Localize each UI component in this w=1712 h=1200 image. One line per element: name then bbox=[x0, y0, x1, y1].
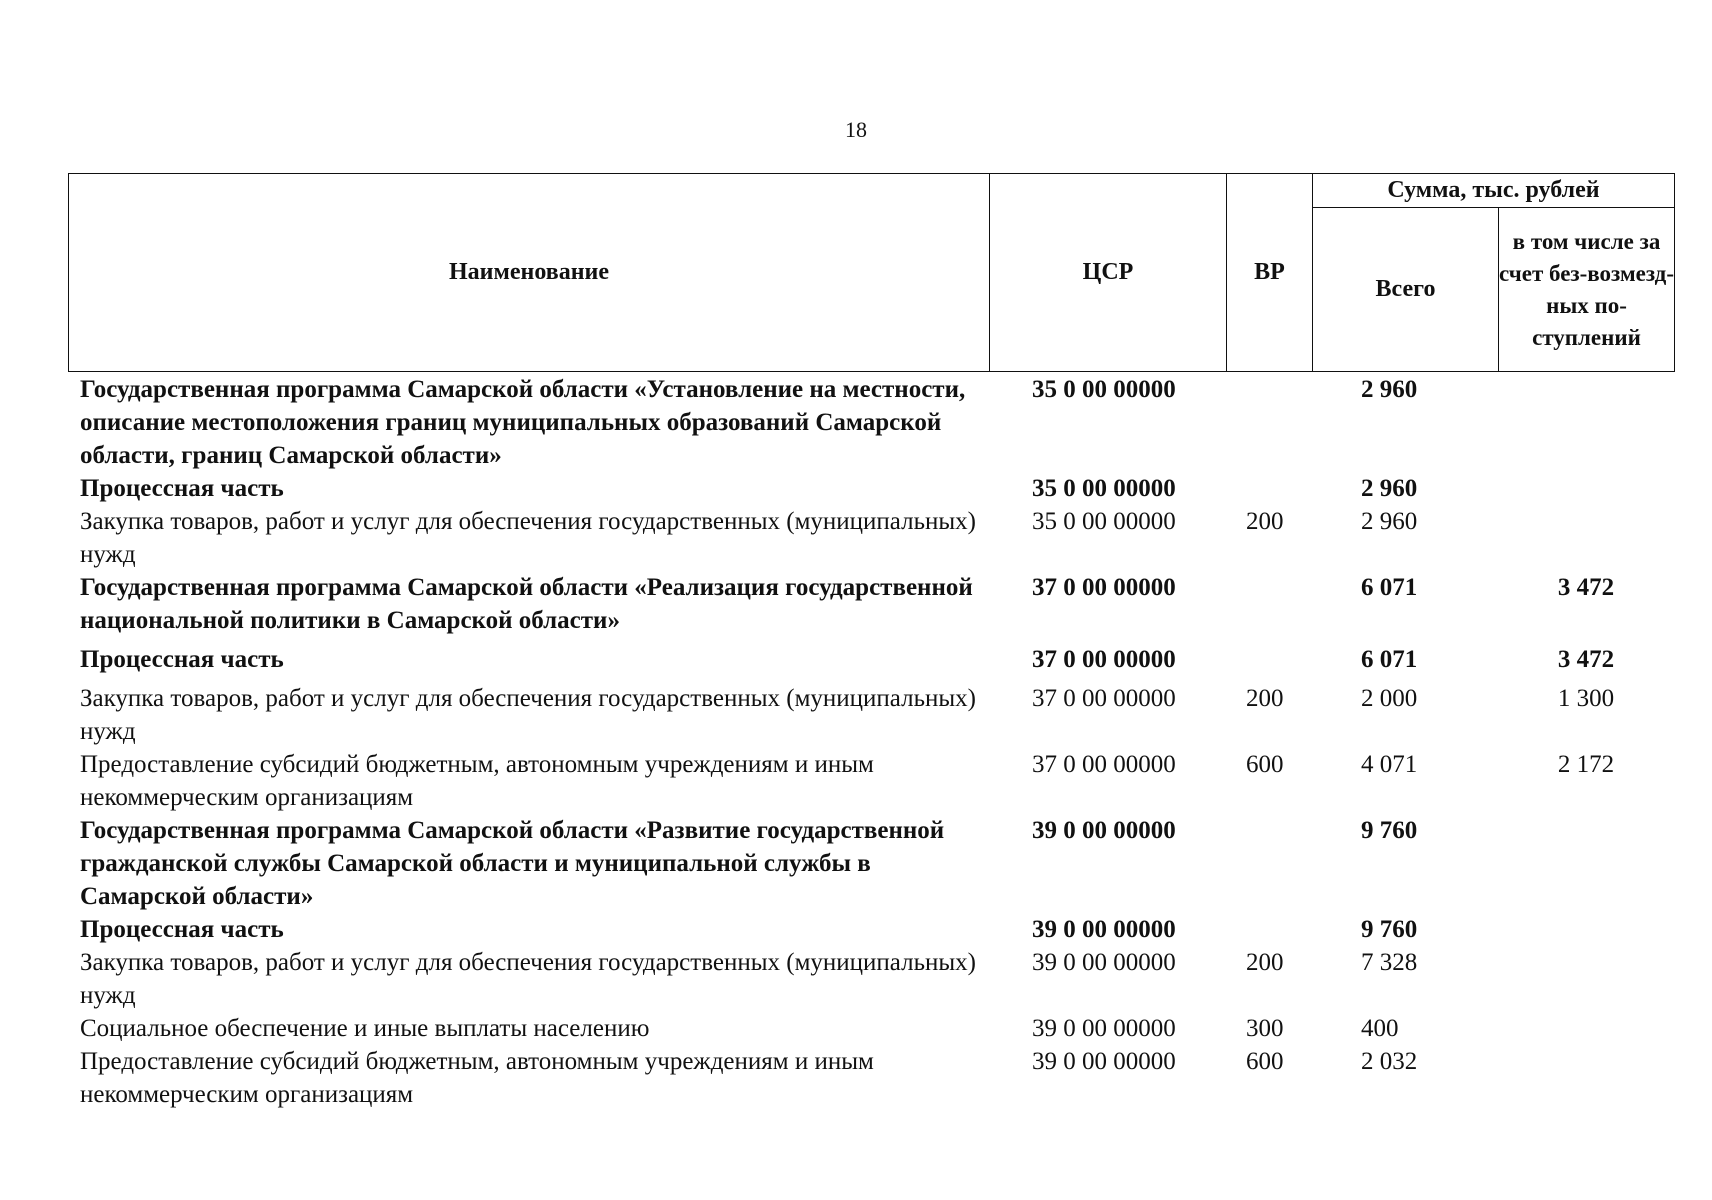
header-total: Всего bbox=[1313, 208, 1499, 372]
row-csr: 37 0 00 00000 bbox=[1032, 751, 1176, 778]
row-grants bbox=[1498, 946, 1674, 1012]
row-grants bbox=[1498, 472, 1674, 505]
row-total: 2 960 bbox=[1361, 376, 1418, 403]
row-total: 4 071 bbox=[1361, 751, 1418, 778]
row-csr: 35 0 00 00000 bbox=[1032, 376, 1176, 403]
row-total: 6 071 bbox=[1361, 574, 1418, 601]
table-row bbox=[68, 814, 1674, 913]
row-name: Процессная часть bbox=[80, 646, 284, 673]
table-row bbox=[68, 946, 1674, 1012]
row-vr bbox=[1226, 814, 1312, 913]
table-row bbox=[68, 571, 1674, 643]
row-grants bbox=[1498, 814, 1674, 913]
row-vr bbox=[1226, 913, 1312, 946]
header-sum: Сумма, тыс. рублей bbox=[1313, 174, 1675, 208]
table-row bbox=[68, 682, 1674, 748]
row-vr bbox=[1226, 643, 1312, 682]
row-csr: 35 0 00 00000 bbox=[1032, 508, 1176, 535]
row-grants: 2 172 bbox=[1557, 751, 1615, 778]
row-total: 400 bbox=[1361, 1015, 1399, 1042]
row-csr: 39 0 00 00000 bbox=[1032, 949, 1176, 976]
row-csr: 37 0 00 00000 bbox=[1032, 574, 1176, 601]
row-vr: 200 bbox=[1246, 949, 1284, 976]
row-grants: 3 472 bbox=[1557, 646, 1615, 673]
row-total: 2 960 bbox=[1361, 508, 1418, 535]
row-name: Закупка товаров, работ и услуг для обеспечения государственных (муниципальных) нужд bbox=[80, 685, 976, 745]
row-vr: 600 bbox=[1246, 1048, 1284, 1075]
row-total: 2 032 bbox=[1361, 1048, 1418, 1075]
header-csr: ЦСР bbox=[990, 174, 1227, 372]
row-grants bbox=[1498, 913, 1674, 946]
row-name: Закупка товаров, работ и услуг для обеспечения государственных (муниципальных) нужд bbox=[80, 508, 976, 568]
row-vr bbox=[1226, 571, 1312, 643]
row-vr: 200 bbox=[1246, 685, 1284, 712]
header-vr: ВР bbox=[1227, 174, 1313, 372]
row-grants: 3 472 bbox=[1557, 574, 1615, 601]
row-csr: 39 0 00 00000 bbox=[1032, 1048, 1176, 1075]
row-csr: 37 0 00 00000 bbox=[1032, 646, 1176, 673]
row-name: Процессная часть bbox=[80, 475, 284, 502]
row-vr bbox=[1226, 472, 1312, 505]
row-name: Предоставление субсидий бюджетным, автономным учреждениям и иным некоммерческим организациям bbox=[80, 1048, 874, 1108]
row-name: Государственная программа Самарской области «Развитие государственной гражданской службы Самарской области и муниципальной службы в Самарской области» bbox=[80, 817, 945, 910]
row-csr: 35 0 00 00000 bbox=[1032, 475, 1176, 502]
row-total: 2 960 bbox=[1361, 475, 1418, 502]
row-total: 9 760 bbox=[1361, 817, 1418, 844]
row-name: Предоставление субсидий бюджетным, автономным учреждениям и иным некоммерческим организациям bbox=[80, 751, 874, 811]
row-vr: 600 bbox=[1246, 751, 1284, 778]
page-number: 18 bbox=[845, 117, 867, 142]
row-csr: 39 0 00 00000 bbox=[1032, 1015, 1176, 1042]
row-vr: 200 bbox=[1246, 508, 1284, 535]
header-grants: в том числе за счет без-возмезд-ных по-ступлений bbox=[1499, 208, 1675, 372]
table-row bbox=[68, 643, 1674, 682]
row-csr: 39 0 00 00000 bbox=[1032, 817, 1176, 844]
budget-table bbox=[68, 373, 1674, 1111]
row-grants bbox=[1498, 505, 1674, 571]
table-row bbox=[68, 472, 1674, 505]
row-name: Закупка товаров, работ и услуг для обеспечения государственных (муниципальных) нужд bbox=[80, 949, 976, 1009]
table-row bbox=[68, 1012, 1674, 1045]
row-total: 2 000 bbox=[1361, 685, 1418, 712]
table-row bbox=[68, 748, 1674, 814]
row-name: Социальное обеспечение и иные выплаты населению bbox=[80, 1015, 650, 1042]
row-grants bbox=[1498, 1012, 1674, 1045]
row-grants: 1 300 bbox=[1557, 685, 1615, 712]
table-header bbox=[68, 173, 1675, 372]
row-vr: 300 bbox=[1246, 1015, 1284, 1042]
header-name: Наименование bbox=[69, 174, 990, 372]
row-vr bbox=[1226, 373, 1312, 472]
row-name: Государственная программа Самарской области «Реализация государственной национальной политики в Самарской области» bbox=[80, 574, 973, 634]
row-total: 9 760 bbox=[1361, 916, 1418, 943]
row-grants bbox=[1498, 1045, 1674, 1111]
table-row bbox=[68, 373, 1674, 472]
row-total: 7 328 bbox=[1361, 949, 1418, 976]
row-csr: 37 0 00 00000 bbox=[1032, 685, 1176, 712]
table-row bbox=[68, 505, 1674, 571]
row-name: Государственная программа Самарской области «Установление на местности, описание местоположения границ муниципальных образований Самарской области, границ Самарской области» bbox=[80, 376, 966, 469]
row-grants bbox=[1498, 373, 1674, 472]
table-row bbox=[68, 1045, 1674, 1111]
row-name: Процессная часть bbox=[80, 916, 284, 943]
row-csr: 39 0 00 00000 bbox=[1032, 916, 1176, 943]
table-row bbox=[68, 913, 1674, 946]
row-total: 6 071 bbox=[1361, 646, 1418, 673]
